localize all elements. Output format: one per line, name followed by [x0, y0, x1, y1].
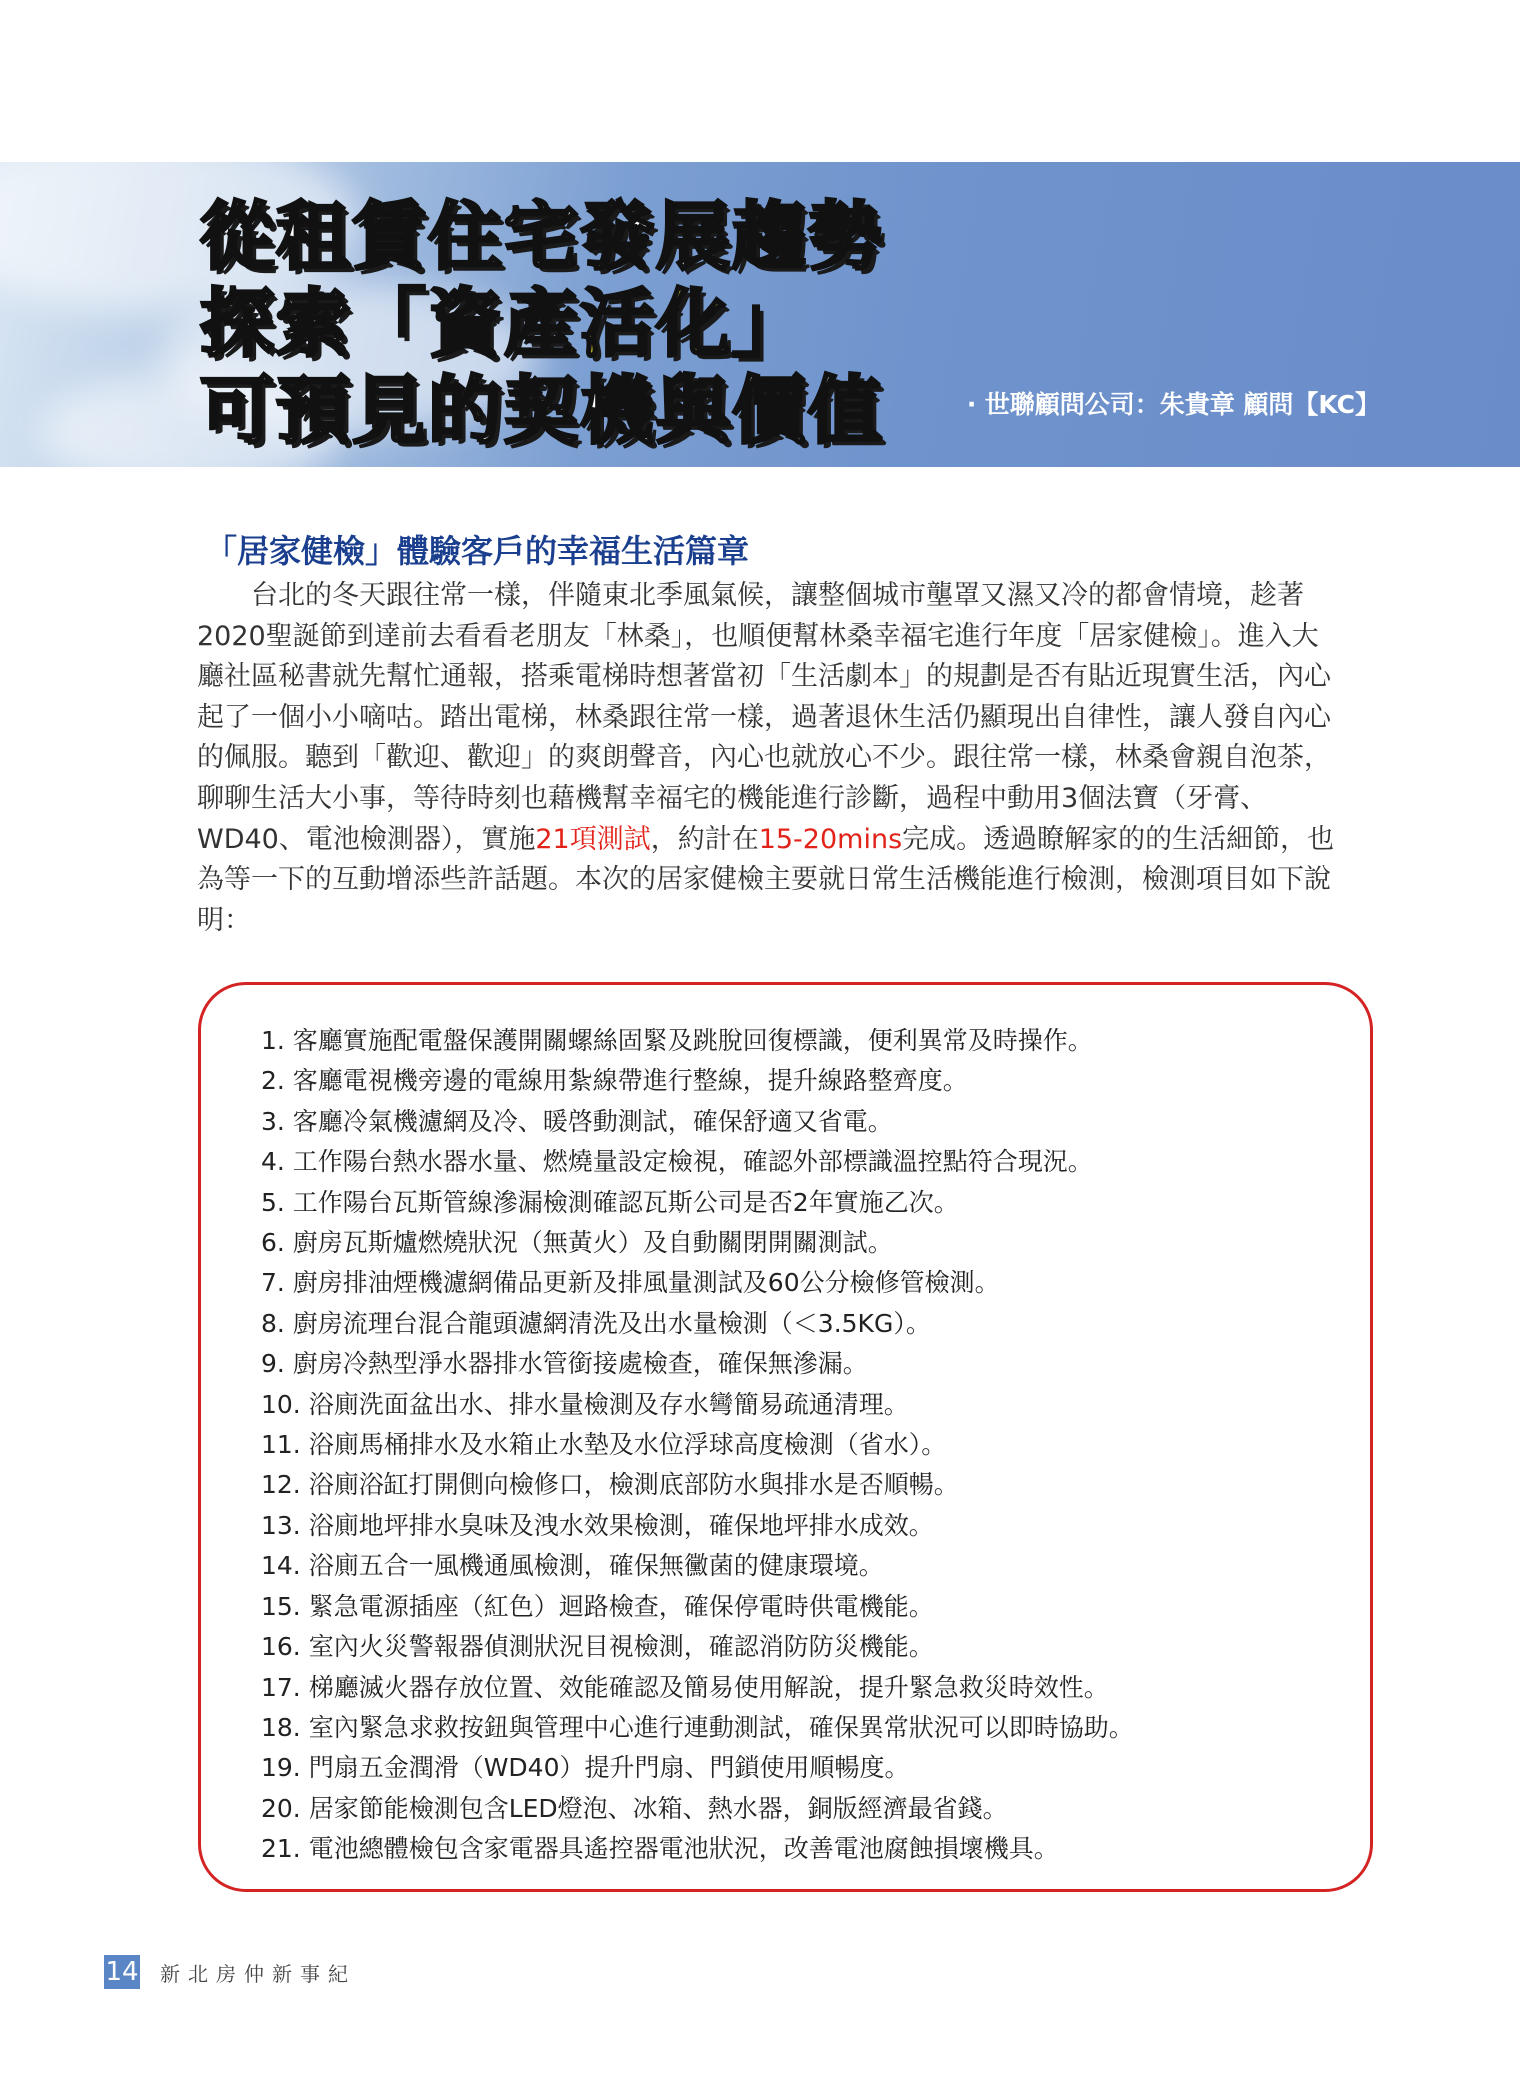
highlight-duration: 15-20mins	[758, 823, 903, 855]
article-paragraph	[197, 576, 1377, 941]
paragraph-line: 2020聖誕節到達前去看看老朋友「林桑」，也順便幫林桑幸福宅進行年度「居家健檢」。進入大	[197, 620, 1319, 652]
paragraph-line: 明：	[197, 904, 251, 936]
checklist-item: 9. 廚房冷熱型淨水器排水管銜接處檢查，確保無滲漏。	[261, 1349, 868, 1379]
paragraph-line: 為等一下的互動增添些許話題。本次的居家健檢主要就日常生活機能進行檢測，檢測項目如下說	[197, 864, 1331, 896]
checklist-item: 6. 廚房瓦斯爐燃燒狀況（無黃火）及自動關閉開關測試。	[261, 1228, 893, 1258]
checklist-item: 8. 廚房流理台混合龍頭濾網清洗及出水量檢測（＜3.5KG）。	[261, 1308, 931, 1338]
checklist-item: 4. 工作陽台熱水器水量、燃燒量設定檢視，確認外部標識溫控點符合現況。	[261, 1147, 1093, 1177]
highlight-test-count: 21項測試	[535, 823, 651, 855]
checklist-item: 18. 室內緊急求救按鈕與管理中心進行連動測試，確保異常狀況可以即時協助。	[261, 1712, 1134, 1742]
page-number: 14	[105, 1957, 139, 1987]
magazine-name: 新北房仲新事紀	[160, 1962, 356, 1986]
checklist-item: 10. 浴廁洗面盆出水、排水量檢測及存水彎簡易疏通清理。	[261, 1389, 909, 1419]
paragraph-text: ，約計在	[650, 823, 759, 855]
checklist-item: 16. 室內火災警報器偵測狀況目視檢測，確認消防防災機能。	[261, 1632, 934, 1662]
checklist-item: 1. 客廳實施配電盤保護開關螺絲固緊及跳脫回復標識，便利異常及時操作。	[261, 1026, 1093, 1055]
article-title-line-3: 可預見的契機與價值	[200, 368, 884, 454]
inspection-checklist	[261, 1021, 1134, 1870]
checklist-item: 15. 緊急電源插座（紅色）迴路檢查，確保停電時供電機能。	[261, 1591, 934, 1621]
checklist-item: 19. 門扇五金潤滑（WD40）提升門扇、門鎖使用順暢度。	[261, 1753, 910, 1783]
paragraph-line: 的佩服。聽到「歡迎、歡迎」的爽朗聲音，內心也就放心不少。跟往常一樣，林桑會親自泡茶，	[197, 742, 1331, 774]
checklist-item: 3. 客廳冷氣機濾網及冷、暖啓動測試，確保舒適又省電。	[261, 1106, 893, 1136]
section-heading: 「居家健檢」體驗客戶的幸福生活篇章	[205, 532, 750, 570]
paragraph-line: 起了一個小小嘀咕。踏出電梯，林桑跟往常一樣，過著退休生活仍顯現出自律性，讓人發自內心	[197, 701, 1331, 733]
paragraph-line	[197, 820, 1377, 861]
checklist-item: 12. 浴廁浴缸打開側向檢修口，檢測底部防水與排水是否順暢。	[261, 1470, 959, 1500]
article-title-line-2	[200, 281, 808, 367]
paragraph-text: 完成。透過瞭解家的的生活細節，也	[902, 823, 1335, 855]
title-highlight: 資產活化	[428, 281, 732, 367]
title-prefix: 探索「	[200, 281, 428, 367]
author-byline: ‧ 世聯顧問公司：朱貴章 顧問【KC】	[967, 390, 1380, 419]
checklist-item: 7. 廚房排油煙機濾網備品更新及排風量測試及60公分檢修管檢測。	[261, 1268, 1000, 1298]
title-suffix: 」	[732, 281, 808, 367]
inspection-checklist-box	[198, 982, 1373, 1892]
checklist-item: 11. 浴廁馬桶排水及水箱止水墊及水位浮球高度檢測（省水）。	[261, 1430, 947, 1460]
article-title-line-1: 從租賃住宅發展趨勢	[200, 194, 884, 280]
paragraph-line: 台北的冬天跟往常一樣，伴隨東北季風氣候，讓整個城市壟罩又濕又冷的都會情境，趁著	[251, 580, 1304, 611]
paragraph-line: 廳社區秘書就先幫忙通報，搭乘電梯時想著當初「生活劇本」的規劃是否有貼近現實生活，內心	[197, 661, 1331, 693]
paragraph-text: WD40、電池檢測器），實施	[197, 823, 536, 855]
checklist-item: 5. 工作陽台瓦斯管線滲漏檢測確認瓦斯公司是否2年實施乙次。	[261, 1187, 959, 1217]
checklist-item: 20. 居家節能檢測包含LED燈泡、冰箱、熱水器，銅版經濟最省錢。	[261, 1793, 1008, 1823]
checklist-item: 21. 電池總體檢包含家電器具遙控器電池狀況，改善電池腐蝕損壞機具。	[261, 1834, 1059, 1864]
checklist-item: 17. 梯廳滅火器存放位置、效能確認及簡易使用解說，提升緊急救災時效性。	[261, 1672, 1109, 1702]
checklist-item: 13. 浴廁地坪排水臭味及洩水效果檢測，確保地坪排水成效。	[261, 1510, 934, 1540]
checklist-item: 2. 客廳電視機旁邊的電線用紮線帶進行整線，提升線路整齊度。	[261, 1066, 968, 1096]
paragraph-line: 聊聊生活大小事，等待時刻也藉機幫幸福宅的機能進行診斷，過程中動用3個法寶（牙膏、	[197, 782, 1268, 814]
checklist-item: 14. 浴廁五合一風機通風檢測，確保無黴菌的健康環境。	[261, 1551, 884, 1581]
